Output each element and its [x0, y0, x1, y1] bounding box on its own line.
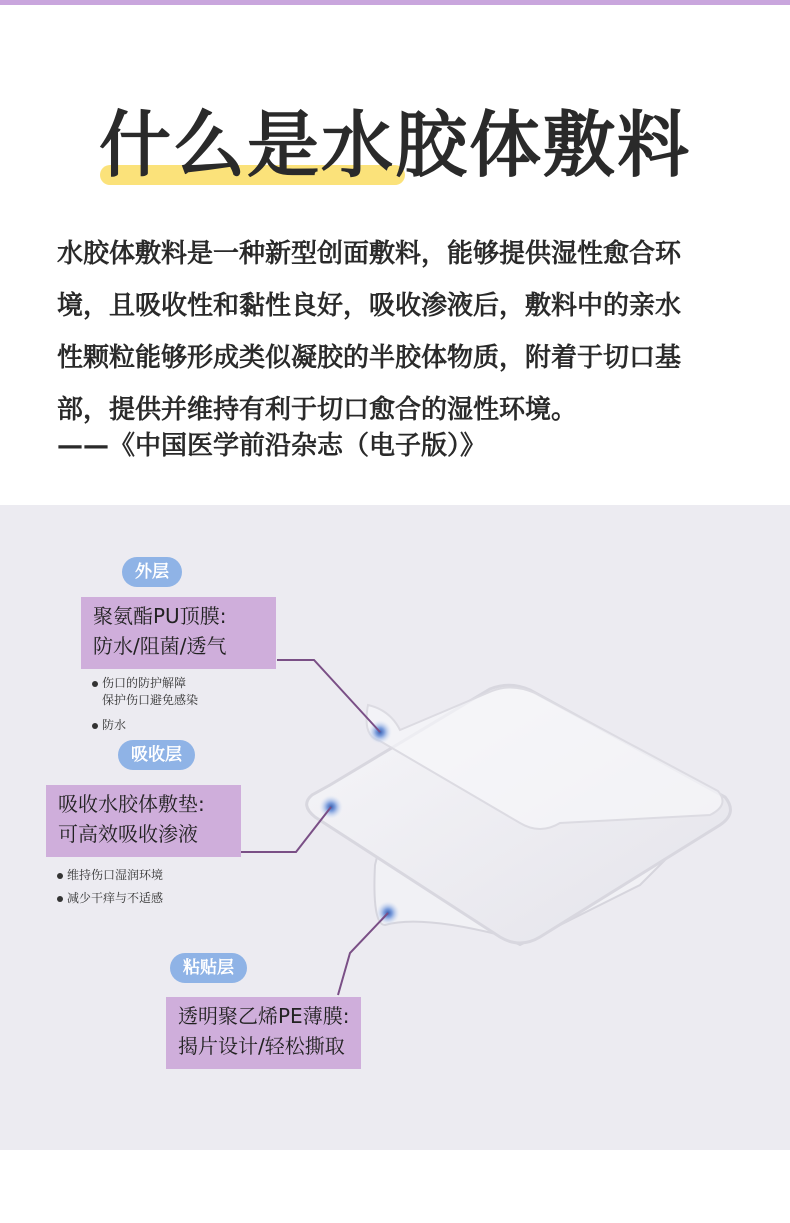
top-accent-bar [0, 0, 790, 5]
bullet-item: 维持伤口湿润环境 [55, 867, 163, 884]
bullet-item: 伤口的防护解障 [90, 675, 198, 692]
adhesive-layer-box [166, 997, 361, 1069]
dressing-layer-diagram [0, 505, 790, 1150]
absorb-box-line: 可高效吸收渗液 [58, 822, 198, 846]
bullet-item: 减少干痒与不适感 [55, 890, 163, 907]
outer-box-line: 聚氨酯PU顶膜: [93, 604, 227, 628]
absorb-box-line: 吸收水胶体敷垫: [58, 792, 205, 816]
intro-line: 性颗粒能够形成类似凝胶的半胶体物质，附着于切口基 [57, 343, 682, 373]
adhesive-box-line: 揭片设计/轻松撕取 [178, 1034, 345, 1058]
intro-line: 部，提供并维持有利于切口愈合的湿性环境。 [57, 395, 578, 425]
adhesive-leader-line [338, 913, 388, 995]
outer-layer-tag: 外层 [122, 557, 182, 587]
bullet-item-continued: 保护伤口避免感染 [102, 693, 199, 707]
bullet-item: 防水 [90, 717, 198, 734]
adhesive-box-line: 透明聚乙烯PE薄膜: [178, 1004, 350, 1028]
adhesive-layer-tag: 粘贴层 [170, 953, 247, 983]
page-title: 什么是水胶体敷料 [98, 103, 691, 187]
intro-line: 境，且吸收性和黏性良好，吸收渗液后，敷料中的亲水 [57, 291, 682, 321]
outer-leader-line [277, 660, 380, 732]
absorb-layer-tag: 吸收层 [118, 740, 195, 770]
source-citation: ——《中国医学前沿杂志（电子版）》 [57, 431, 487, 461]
outer-layer-box [81, 597, 276, 669]
outer-box-line: 防水/阻菌/透气 [93, 634, 227, 658]
absorb-layer-box [46, 785, 241, 857]
outer-layer-bullets [90, 675, 198, 734]
absorb-layer-bullets [55, 867, 163, 907]
intro-paragraph [57, 228, 757, 436]
title-area [0, 95, 790, 195]
intro-line: 水胶体敷料是一种新型创面敷料，能够提供湿性愈合环 [57, 239, 682, 269]
bottom-whitespace [0, 1150, 790, 1223]
